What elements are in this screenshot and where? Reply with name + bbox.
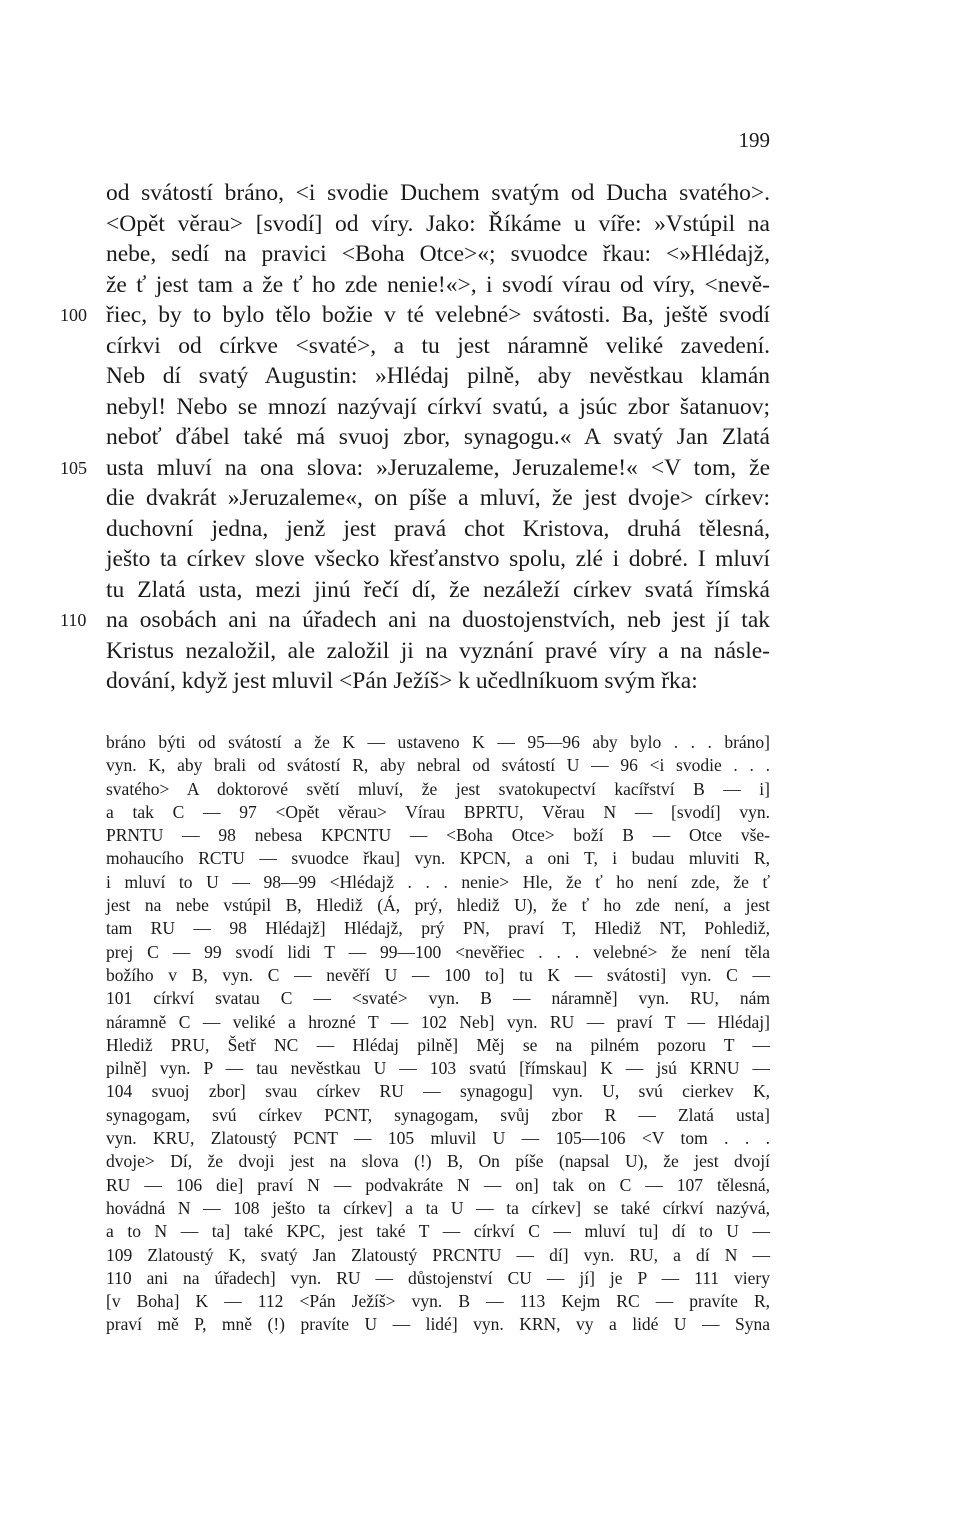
apparatus-line: a tak C — 97 <Opět věrau> Vírau BPRTU, Věrau N — [svodí] vyn. xyxy=(106,801,770,822)
line-text: nebe, sedí na pravici <Boha Otce>«; svuodce řkau: <»Hlédajž, xyxy=(106,241,770,267)
apparatus-line: RU — 106 die] praví N — podvakráte N — on] tak on C — 107 tělesná, xyxy=(106,1174,770,1195)
apparatus-line: vyn. KRU, Zlatoustý PCNT — 105 mluvil U — 105—106 <V tom . . . xyxy=(106,1128,770,1149)
text-line xyxy=(106,422,770,453)
line-text: církvi od církve <svaté>, a tu jest náramně veliké zavedení. xyxy=(106,332,770,359)
text-line xyxy=(60,300,770,331)
line-text: od svátostí bráno, <i svodie Duchem svatým od Ducha svatého>. xyxy=(106,180,770,206)
text-line xyxy=(106,209,770,240)
page-number: 199 xyxy=(738,128,770,152)
apparatus-line: a to N — ta] také KPC, jest také T — církví C — mluví tu] dí to U — xyxy=(106,1221,770,1242)
apparatus-line: synagogam, svú církev PCNT, synagogam, svůj zbor R — Zlatá usta] xyxy=(106,1104,770,1125)
main-text xyxy=(60,178,770,697)
line-text: duchovní jedna, jenž jest pravá chot Kristova, druhá tělesná, xyxy=(106,515,770,542)
apparatus-line: vyn. K, aby brali od svátostí R, aby nebral od svátostí U — 96 <i svodie . . . xyxy=(106,755,770,776)
text-line xyxy=(106,575,770,606)
text-line xyxy=(106,666,770,697)
text-line xyxy=(106,239,770,270)
apparatus-line: 109 Zlatoustý K, svatý Jan Zlatoustý PRCNTU — dí] vyn. RU, a dí N — xyxy=(106,1244,770,1265)
text-line xyxy=(106,361,770,392)
line-text: die dvakrát »Jeruzaleme«, on píše a mluví, že jest dvoje> církev: xyxy=(106,485,770,511)
apparatus-line: i mluví to U — 98—99 <Hlédajž . . . nenie> Hle, že ť ho není zde, že ť xyxy=(106,871,770,892)
apparatus-line: bráno býti od svátostí a že K — ustaveno K — 95—96 aby bylo . . . bráno] xyxy=(106,732,770,752)
apparatus-line: dvoje> Dí, že dvoji jest na slova (!) B, On píše (napsal U), že jest dvojí xyxy=(106,1151,770,1172)
text-line xyxy=(106,514,770,545)
line-text: neboť ďábel také má svuoj zbor, synagogu.« A svatý Jan Zlatá xyxy=(106,424,770,450)
line-text: nebyl! Nebo se mnozí nazývají církví svatú, a jsúc zbor šatanuov; xyxy=(106,393,770,420)
text-line xyxy=(106,178,770,209)
text-line xyxy=(60,605,770,636)
apparatus-line: tam RU — 98 Hlédajž] Hlédajž, prý PN, praví T, Hlediž NT, Pohlediž, xyxy=(106,918,770,939)
line-number: 100 xyxy=(60,305,87,325)
apparatus-line: 101 církví svatau C — <svaté> vyn. B — náramně] vyn. RU, nám xyxy=(106,988,770,1009)
apparatus-line: 110 ani na úřadech] vyn. RU — důstojenství CU — jí] je P — 111 viery xyxy=(106,1267,770,1288)
apparatus-line: Hlediž PRU, Šetř NC — Hlédaj pilně] Měj se na pilném pozoru T — xyxy=(106,1034,770,1055)
apparatus-line: praví mě P, mně (!) pravíte U — lidé] vyn. KRN, vy a lidé U — Syna xyxy=(106,1314,770,1335)
apparatus-line: prej C — 99 svodí lidi T — 99—100 <nevěřiec . . . velebné> že není těla xyxy=(106,941,770,962)
apparatus-line: 104 svuoj zbor] svau církev RU — synagogu] vyn. U, svú cierkev K, xyxy=(106,1081,770,1102)
apparatus-line: božího v B, vyn. C — nevěří U — 100 to] tu K — svátosti] vyn. C — xyxy=(106,964,770,985)
line-text: ješto ta církev slove všecko křesťanstvo spolu, zlé i dobré. I mluví xyxy=(106,546,770,572)
text-line xyxy=(60,453,770,484)
line-text: Kristus nezaložil, ale založil ji na vyznání pravé víry a na násle- xyxy=(106,637,770,664)
apparatus-line: hovádná N — 108 ješto ta církev] a ta U — ta církev] se také církví nazývá, xyxy=(106,1197,770,1218)
apparatus-line: svatého> A doktorové světí mluví, že jest svatokupectví kacířství B — i] xyxy=(106,778,770,799)
text-line xyxy=(106,270,770,301)
line-number: 110 xyxy=(60,610,87,630)
line-text: usta mluví na ona slova: »Jeruzaleme, Jeruzaleme!« <V tom, že xyxy=(106,454,770,481)
text-line xyxy=(106,331,770,362)
line-text: řiec, by to bylo tělo božie v té velebné> svátosti. Ba, ještě svodí xyxy=(106,302,770,328)
apparatus-line: [v Boha] K — 112 <Pán Ježíš> vyn. B — 113 Kejm RC — pravíte R, xyxy=(106,1291,770,1312)
line-text: <Opět věrau> [svodí] od víry. Jako: Říkáme u víře: »Vstúpil na xyxy=(106,210,770,237)
apparatus-line: jest na nebe vstúpil B, Hlediž (Á, prý, hlediž U), že ť ho zde není, a jest xyxy=(106,895,770,916)
apparatus-line: PRNTU — 98 nebesa KPCNTU — <Boha Otce> boží B — Otce vše- xyxy=(106,825,770,846)
text-line xyxy=(106,544,770,575)
line-text: že ť jest tam a že ť ho zde nenie!«>, i svodí vírau od víry, <nevě- xyxy=(106,271,770,298)
text-line xyxy=(106,483,770,514)
critical-apparatus xyxy=(106,731,770,1337)
apparatus-line: pilně] vyn. P — tau nevěstkau U — 103 svatú [římskau] K — jsú KRNU — xyxy=(106,1058,770,1079)
line-text: na osobách ani na úřadech ani na duostojenstvích, neb jest jí tak xyxy=(106,607,770,633)
line-text: dování, když jest mluvil <Pán Ježíš> k učedlníkuom svým řka: xyxy=(106,668,698,694)
text-line xyxy=(106,392,770,423)
apparatus-line: mohaucího RCTU — svuodce řkau] vyn. KPCN, a oni T, i budau mluviti R, xyxy=(106,848,770,869)
apparatus-line: náramně C — veliké a hrozné T — 102 Neb] vyn. RU — praví T — Hlédaj] xyxy=(106,1011,770,1032)
line-text: tu Zlatá usta, mezi jinú řečí dí, že nezáleží církev svatá římská xyxy=(106,576,770,603)
text-line xyxy=(106,636,770,667)
line-text: Neb dí svatý Augustin: »Hlédaj pilně, aby nevěstkau klamán xyxy=(106,363,770,389)
line-number: 105 xyxy=(60,457,87,478)
